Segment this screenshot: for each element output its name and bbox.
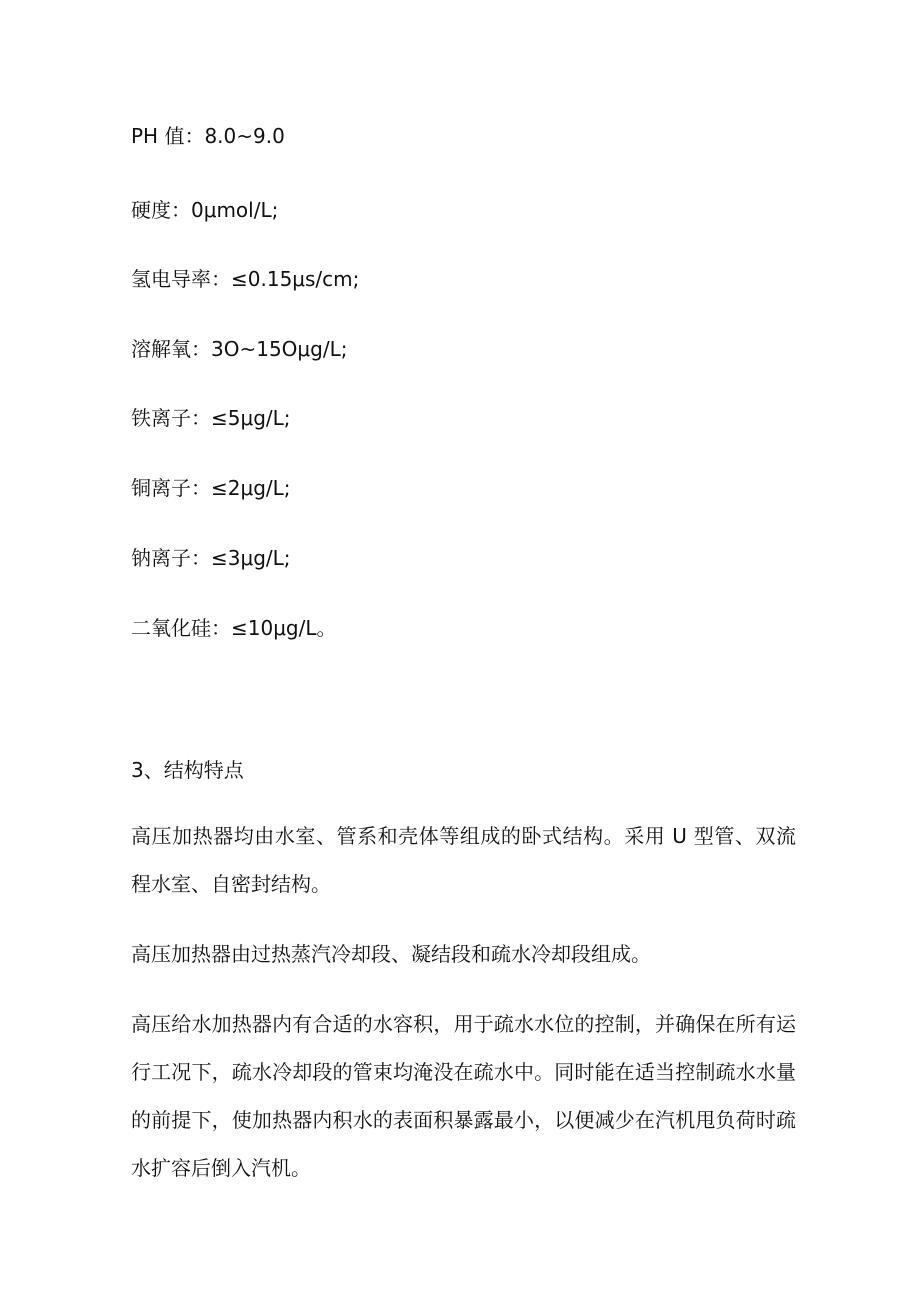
spec-sodium-ion: 钠离子：≤3μg/L;: [131, 546, 291, 570]
spec-dissolved-oxygen: 溶解氧：3O~15Oμg/L;: [131, 337, 348, 361]
paragraph-water-volume: 高压给水加热器内有合适的水容积，用于疏水水位的控制，并确保在所有运行工况下，疏水冷却段的管束均淹没在疏水中。同时能在适当控制疏水水量的前提下，使加热器内积水的表面积暴露最小，以便减少在汽机甩负荷时疏水扩容后倒入汽机。: [131, 1012, 796, 1180]
spec-hardness: 硬度：0μmol/L;: [131, 198, 279, 222]
paragraph-structure: 高压加热器均由水室、管系和壳体等组成的卧式结构。采用 U 型管、双流程水室、自密封结构。: [131, 824, 796, 896]
spec-hydrogen-conductivity: 氢电导率：≤0.15μs/cm;: [131, 267, 360, 291]
section-heading: 3、结构特点: [131, 758, 244, 782]
spec-copper-ion: 铜离子：≤2μg/L;: [131, 476, 291, 500]
paragraph-sections: 高压加热器由过热蒸汽冷却段、凝结段和疏水冷却段组成。: [131, 942, 651, 966]
spec-silica: 二氧化硅：≤10μg/L。: [131, 616, 337, 640]
spec-ph: PH 值：8.0~9.0: [131, 124, 285, 148]
spec-iron-ion: 铁离子：≤5μg/L;: [131, 406, 291, 430]
